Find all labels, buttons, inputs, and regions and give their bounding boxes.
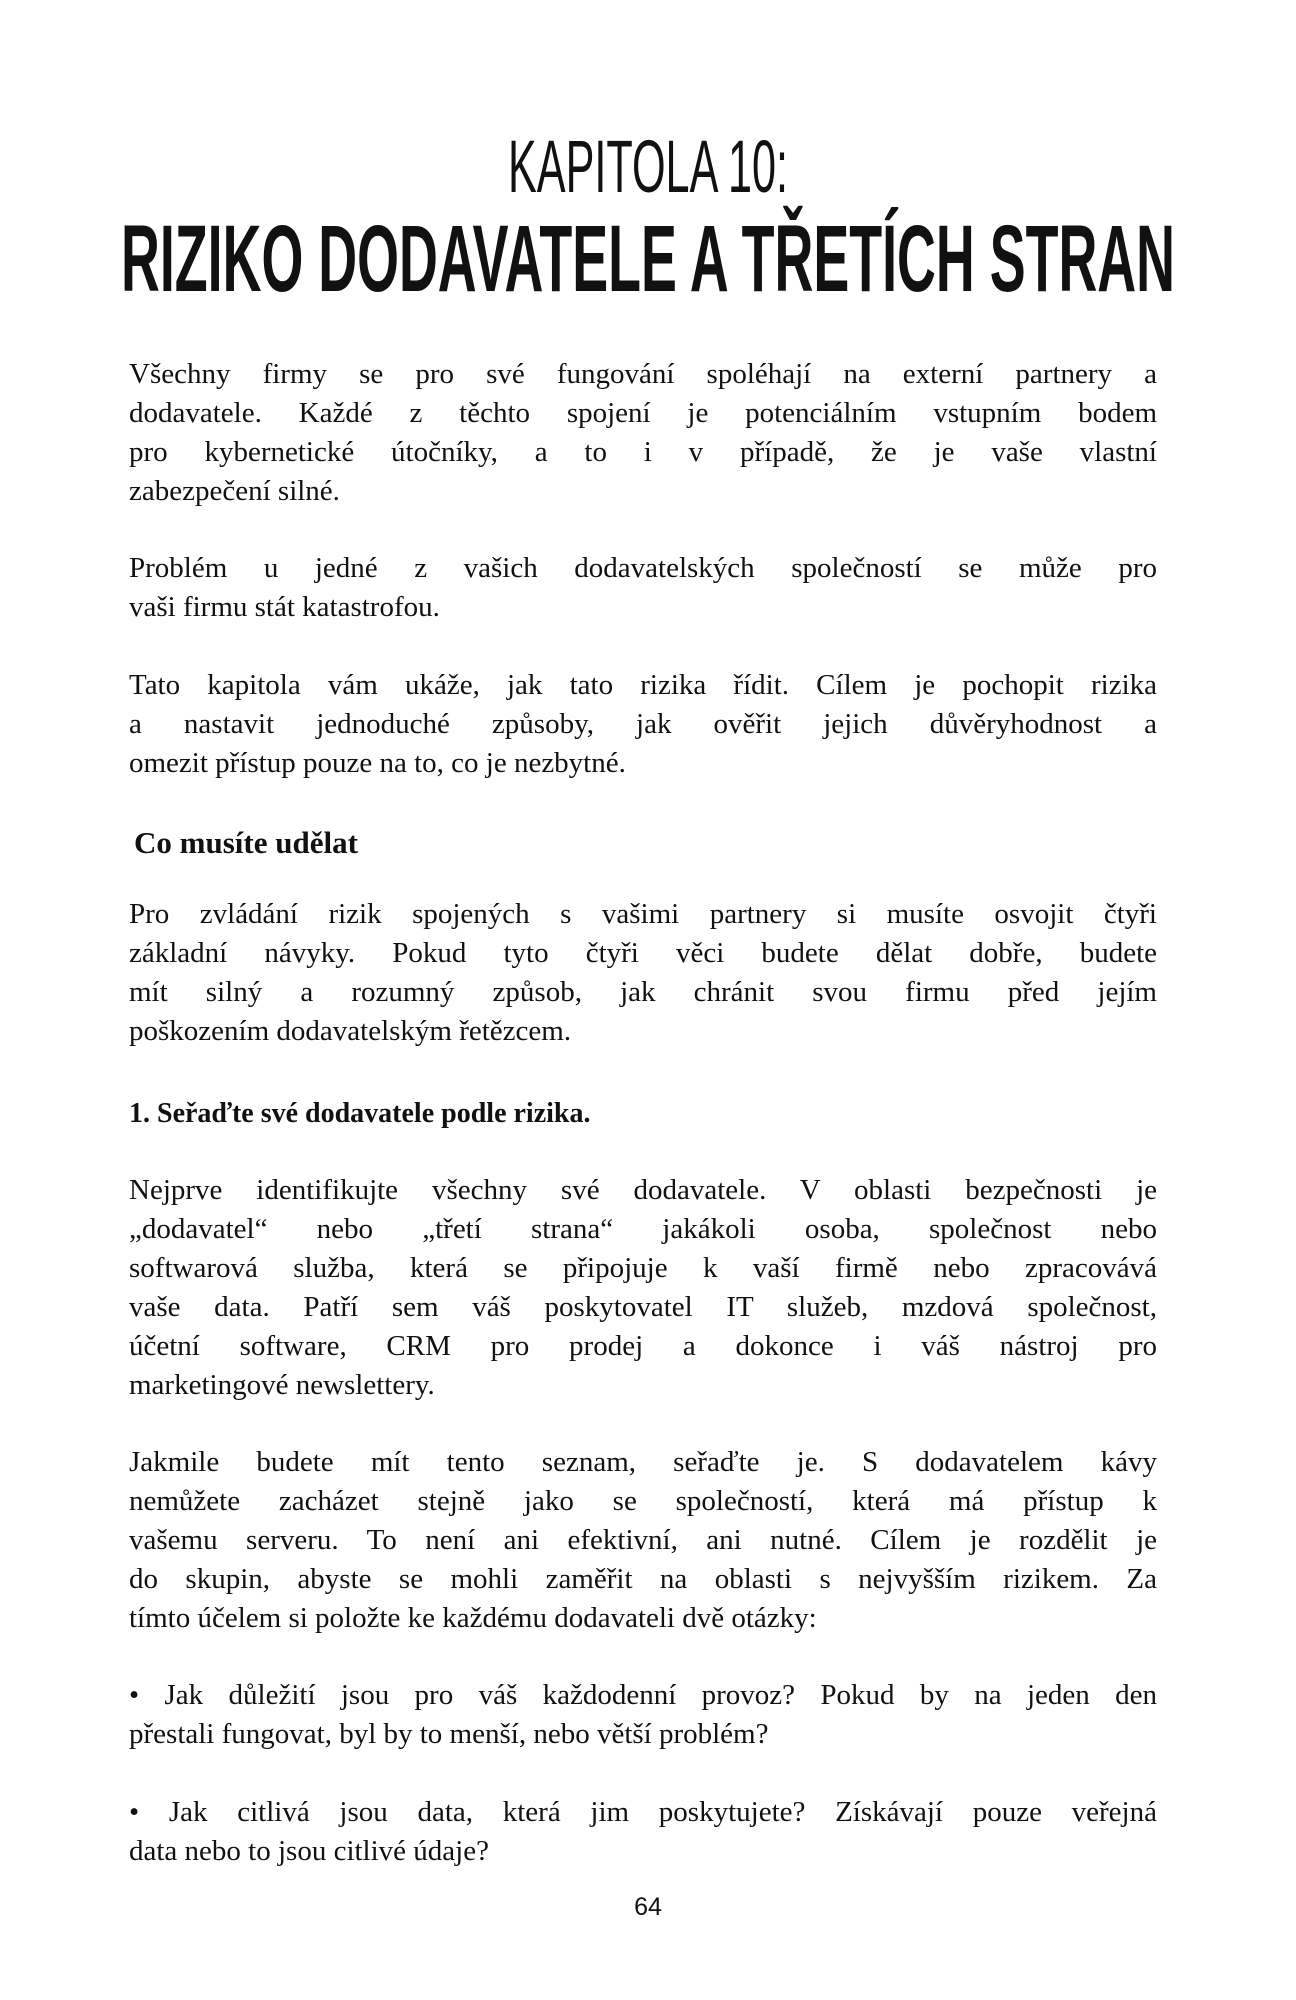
text-line: tímto účelem si položte ke každému dodavateli dvě otázky:: [129, 1602, 817, 1634]
text-line: mít silný a rozumný způsob, jak chránit svou firmu před jejím: [129, 976, 1157, 1008]
paragraph-intro: [129, 355, 1157, 511]
text-line: Tato kapitola vám ukáže, jak tato rizika řídit. Cílem je pochopit rizika: [129, 669, 1157, 701]
bullet-item: [129, 1793, 1157, 1871]
text-line: Všechny firmy se pro své fungování spoléhají na externí partnery a: [129, 358, 1157, 390]
page-number: 64: [634, 1893, 662, 1921]
paragraph-problem: [129, 549, 1157, 627]
text-line: „dodavatel“ nebo „třetí strana“ jakákoli osoba, společnost nebo: [129, 1213, 1157, 1245]
chapter-number-text: KAPITOLA 10:: [508, 126, 788, 206]
text-line: data nebo to jsou citlivé údaje?: [129, 1835, 489, 1867]
text-line: vašemu serveru. To není ani efektivní, ani nutné. Cílem je rozdělit je: [129, 1524, 1157, 1556]
paragraph-identify-vendors: [129, 1171, 1157, 1405]
text-line: zabezpečení silné.: [129, 475, 340, 507]
text-line: a nastavit jednoduché způsoby, jak ověřit jejich důvěryhodnost a: [129, 708, 1157, 740]
text-line: omezit přístup pouze na to, co je nezbytné.: [129, 747, 626, 779]
text-line: marketingové newslettery.: [129, 1369, 435, 1401]
text-line: pro kybernetické útočníky, a to i v případě, že je vaše vlastní: [129, 436, 1157, 468]
paragraph-habits: [129, 895, 1157, 1051]
bullet-item: [129, 1676, 1157, 1754]
chapter-title-text: RIZIKO DODAVATELE A TŘETÍCH STRAN: [121, 206, 1175, 310]
text-line: poškozením dodavatelským řetězcem.: [129, 1015, 572, 1047]
text-line: základní návyky. Pokud tyto čtyři věci budete dělat dobře, budete: [129, 937, 1157, 969]
text-line: Pro zvládání rizik spojených s vašimi partnery si musíte osvojit čtyři: [129, 898, 1157, 930]
text-line: Problém u jedné z vašich dodavatelských společností se může pro: [129, 552, 1157, 584]
text-line: • Jak citlivá jsou data, která jim poskytujete? Získávají pouze veřejná: [129, 1796, 1157, 1828]
text-line: do skupin, abyste se mohli zaměřit na oblasti s nejvyšším rizikem. Za: [129, 1563, 1157, 1595]
text-line: Jakmile budete mít tento seznam, seřaďte je. S dodavatelem kávy: [129, 1446, 1157, 1478]
chapter-number: [0, 126, 1296, 206]
text-line: dodavatele. Každé z těchto spojení je potenciálním vstupním bodem: [129, 397, 1157, 429]
text-line: přestali fungovat, byl by to menší, nebo větší problém?: [129, 1718, 769, 1750]
text-line: • Jak důležití jsou pro váš každodenní provoz? Pokud by na jeden den: [129, 1679, 1157, 1711]
text-line: nemůžete zacházet stejně jako se společností, která má přístup k: [129, 1485, 1157, 1517]
step-heading: 1. Seřaďte své dodavatele podle rizika.: [129, 1098, 591, 1129]
section-heading: Co musíte udělat: [134, 825, 358, 860]
chapter-title: [0, 204, 1296, 310]
text-line: softwarová služba, která se připojuje k vaší firmě nebo zpracovává: [129, 1252, 1157, 1284]
text-line: účetní software, CRM pro prodej a dokonce i váš nástroj pro: [129, 1330, 1157, 1362]
text-line: vaši firmu stát katastrofou.: [129, 591, 440, 623]
text-line: Nejprve identifikujte všechny své dodavatele. V oblasti bezpečnosti je: [129, 1174, 1157, 1206]
paragraph-sort-vendors: [129, 1443, 1157, 1638]
paragraph-chapter-goal: [129, 666, 1157, 783]
text-line: vaše data. Patří sem váš poskytovatel IT služeb, mzdová společnost,: [129, 1291, 1157, 1323]
